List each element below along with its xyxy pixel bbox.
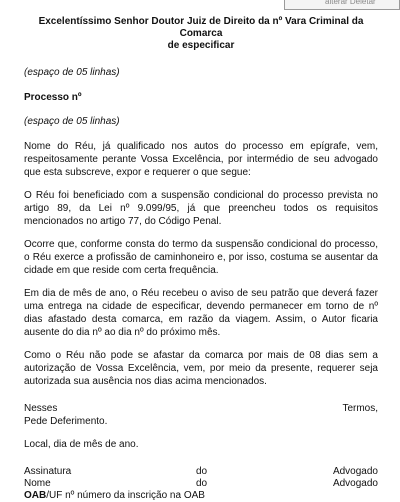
header-line-2: de especificar — [167, 40, 235, 51]
signature-row-1-mid: do — [196, 466, 208, 477]
closing-termos: Termos, — [342, 403, 378, 414]
signature-row-2-right: Advogado — [332, 478, 378, 489]
oab-bold-label: OAB — [24, 490, 47, 501]
process-number-label: Processo nº — [24, 92, 82, 103]
paragraph-request: Como o Réu não pode se afastar da comarca por mais de 08 dias sem a autorização de Vossa Excelência, vem, por meio da presente, requerer seja autorizada sua ausência nos dias acima mencionados. — [24, 350, 378, 387]
space-note-1: (espaço de 05 linhas) — [24, 67, 120, 78]
top-right-action-bar — [284, 0, 400, 10]
closing-row — [24, 402, 378, 415]
signature-row-2 — [24, 477, 378, 489]
paragraph-trip: Em dia de mês de ano, o Réu recebeu o aviso de seu patrão que deverá fazer uma entrega na cidade de especificar, devendo permanecer em torno de nº dias afastado desta comarca, em razão da viagem. Assim, o Autor ficaria ausente do dia nº ao dia nº do próximo mês. — [24, 288, 378, 338]
action-bar-label[interactable]: alterar Deletar — [325, 0, 376, 6]
document-header — [24, 16, 378, 52]
signature-row-2-left: Nome — [24, 478, 51, 489]
closing-local-date: Local, dia de mês de ano. — [24, 439, 139, 450]
paragraph-benefit: O Réu foi beneficiado com a suspensão condicional do processo prevista no artigo 89, da Lei nº 9.099/95, já que preencheu todos os requisitos mencionados no artigo 77, do Código Penal. — [24, 190, 378, 227]
closing-nesses: Nesses — [24, 403, 58, 414]
oab-line — [24, 489, 378, 502]
closing-pede-deferimento: Pede Deferimento. — [24, 416, 108, 427]
paragraph-profession: Ocorre que, conforme consta do termo da suspensão condicional do processo, o Réu exerce a profissão de caminhoneiro e, por isso, costuma se ausentar da cidade em que reside com certa frequência. — [24, 239, 378, 276]
paragraph-intro: Nome do Réu, já qualificado nos autos do processo em epígrafe, vem, respeitosamente perante Vossa Excelência, por intermédio de seu advogado que esta subscreve, expor e requerer o que segue: — [24, 141, 378, 178]
signature-row-1-right: Advogado — [332, 466, 378, 477]
signature-row-1 — [24, 465, 378, 477]
oab-rest: /UF nº número da inscrição na OAB — [46, 490, 205, 501]
signature-row-2-mid: do — [196, 478, 208, 489]
petition-document — [24, 12, 378, 502]
space-note-2: (espaço de 05 linhas) — [24, 116, 120, 127]
signature-row-1-left: Assinatura — [24, 466, 72, 477]
header-line-1: Excelentíssimo Senhor Doutor Juiz de Direito da nº Vara Criminal da Comarca — [38, 16, 364, 39]
